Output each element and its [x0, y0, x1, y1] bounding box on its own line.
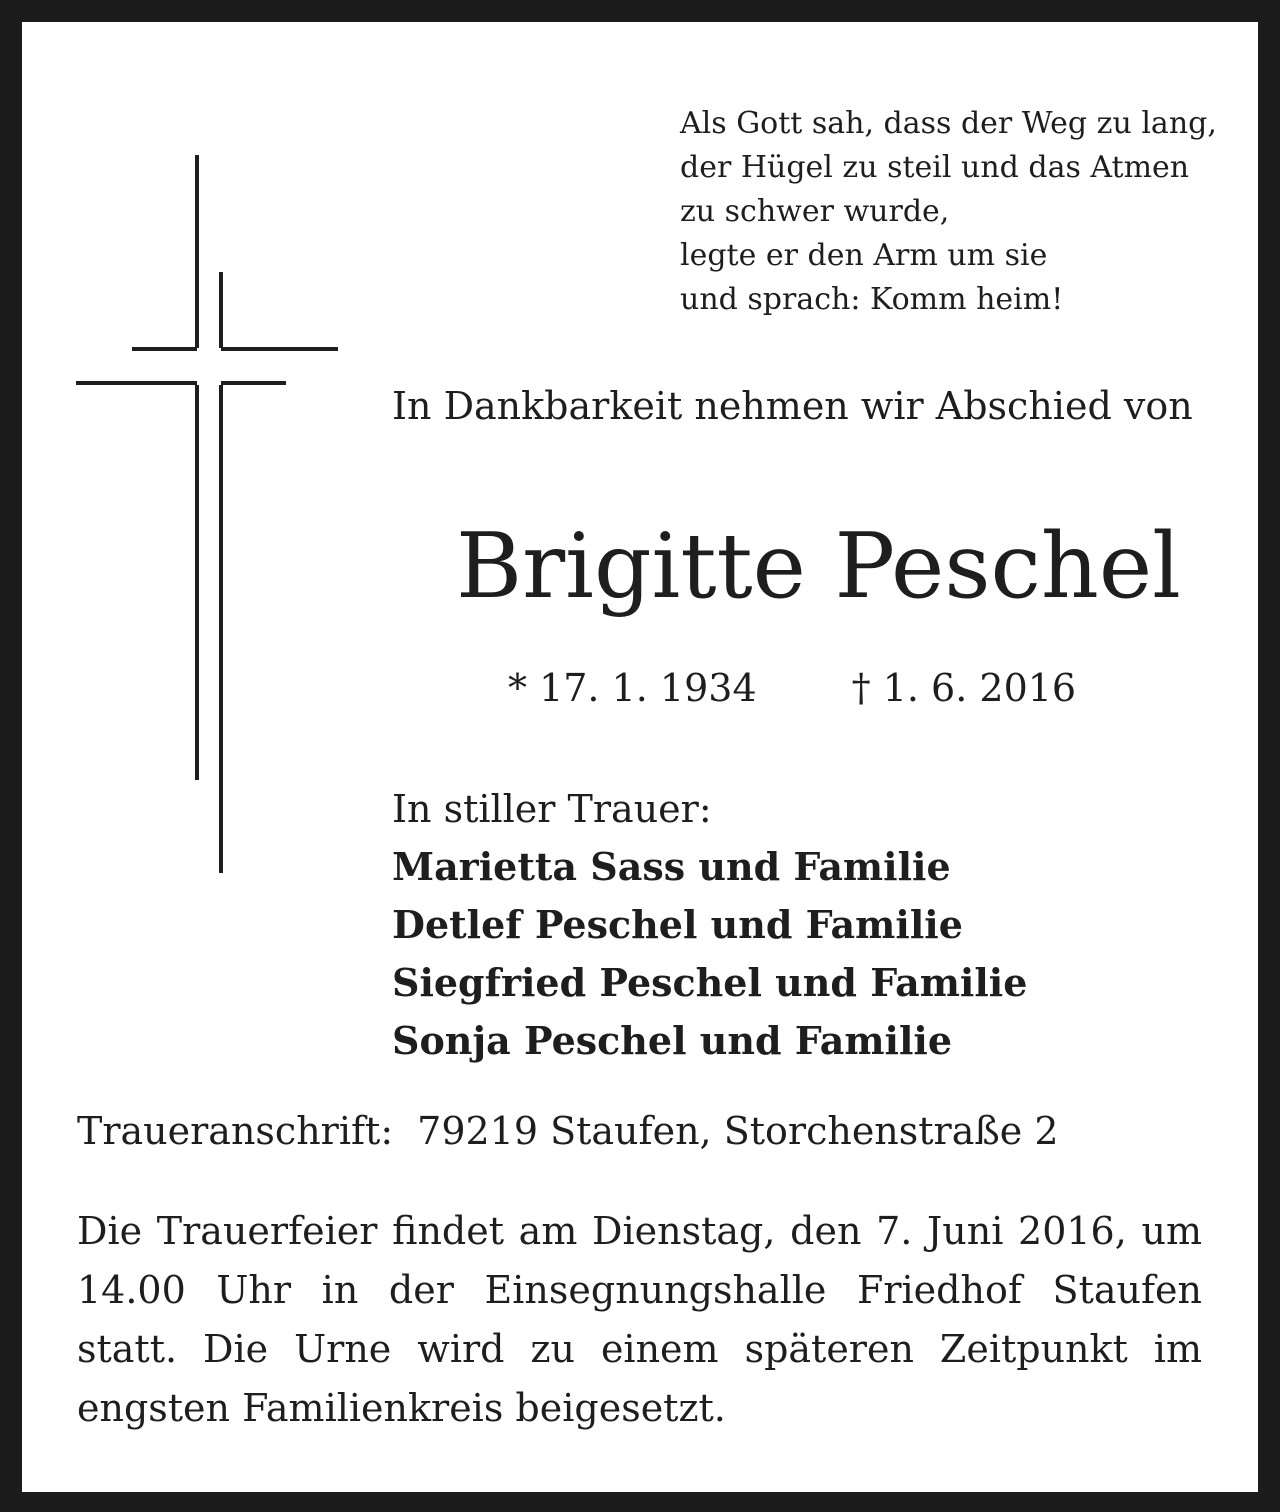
mourning-address: [77, 1106, 1059, 1156]
mourners-block: [392, 780, 1027, 1070]
address-label: Traueranschrift:: [77, 1109, 394, 1153]
farewell-intro: In Dankbarkeit nehmen wir Abschied von: [392, 384, 1193, 428]
poem-verse: Als Gott sah, dass der Weg zu lang, der Hügel zu steil und das Atmen zu schwer wurde, legte er den Arm um sie und sprach: Komm heim!: [680, 106, 1217, 317]
mourners-label: In stiller Trauer:: [392, 787, 712, 831]
mourner-family: Sonja Peschel und Familie: [392, 1018, 953, 1063]
address-value: 79219 Staufen, Storchenstraße 2: [417, 1109, 1059, 1153]
mourner-family: Marietta Sass und Familie: [392, 844, 951, 889]
deceased-name: Brigitte Peschel: [456, 514, 1181, 619]
death-date: † 1. 6. 2016: [851, 666, 1077, 710]
obituary-notice: [22, 22, 1258, 1492]
mourner-family: Detlef Peschel und Familie: [392, 902, 963, 947]
birth-date: * 17. 1. 1934: [508, 666, 757, 710]
cross-icon: [76, 155, 346, 885]
life-dates: [508, 664, 1076, 712]
mourner-family: Siegfried Peschel und Familie: [392, 960, 1028, 1005]
ceremony-details: Die Trauerfeier findet am Dienstag, den 7. Juni 2016, um 14.00 Uhr in der Einsegnungshalle Friedhof Staufen statt. Die Urne wird zu einem späteren Zeitpunkt im engsten Familienkreis beigesetzt.: [77, 1209, 1202, 1430]
